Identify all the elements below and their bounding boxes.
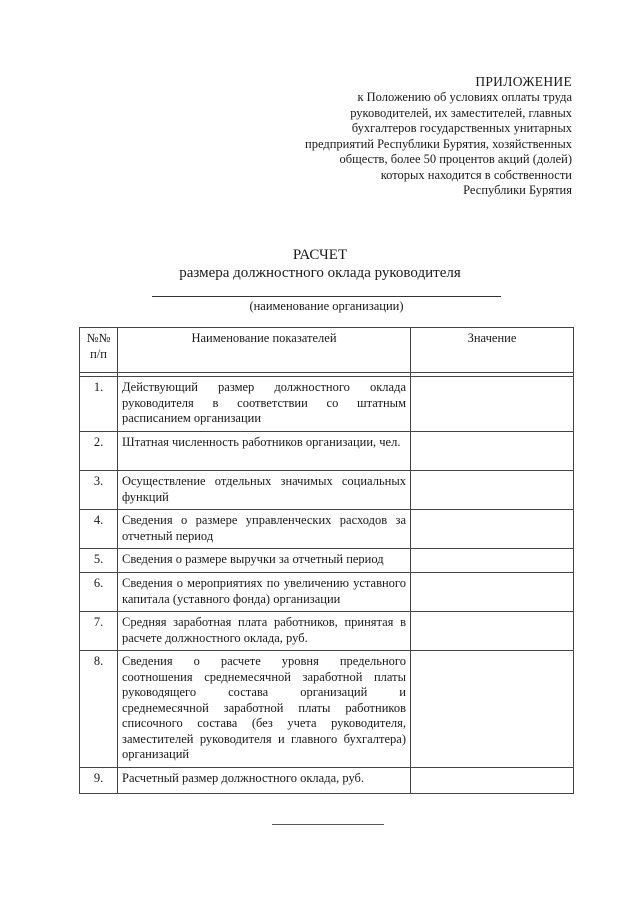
row-number: 9.	[80, 767, 118, 793]
header-indicator-name: Наименование показателей	[118, 328, 411, 373]
row-number: 3.	[80, 471, 118, 510]
appendix-line: руководителей, их заместителей, главных	[350, 105, 572, 120]
row-value-cell[interactable]	[411, 767, 574, 793]
row-indicator: Действующий размер должностного оклада руководителя в соответствии со штатным расписанием организации	[118, 377, 411, 432]
table-row	[80, 471, 574, 510]
appendix-line: Республики Бурятия	[463, 183, 572, 197]
appendix-header	[232, 74, 572, 199]
row-indicator: Штатная численность работников организации, чел.	[118, 432, 411, 471]
document-title-block	[0, 246, 640, 282]
row-number: 5.	[80, 549, 118, 573]
document-end-divider	[272, 824, 384, 825]
row-number: 1.	[80, 377, 118, 432]
table-row	[80, 612, 574, 651]
row-value-cell[interactable]	[411, 510, 574, 549]
row-value-cell[interactable]	[411, 377, 574, 432]
row-number: 8.	[80, 651, 118, 768]
row-indicator: Осуществление отдельных значимых социальных функций	[118, 471, 411, 510]
table-row	[80, 432, 574, 471]
row-indicator: Средняя заработная плата работников, принятая в расчете должностного оклада, руб.	[118, 612, 411, 651]
table-row	[80, 573, 574, 612]
table-row	[80, 549, 574, 573]
table-row	[80, 767, 574, 793]
row-value-cell[interactable]	[411, 549, 574, 573]
appendix-line: обществ, более 50 процентов акций (долей)	[339, 152, 572, 166]
appendix-title: ПРИЛОЖЕНИЕ	[475, 74, 572, 89]
document-subtitle: размера должностного оклада руководителя	[179, 265, 461, 281]
appendix-line: которых находится в собственности	[380, 167, 572, 182]
calculation-table	[79, 327, 574, 794]
organization-name-line	[152, 296, 501, 297]
row-value-cell[interactable]	[411, 612, 574, 651]
row-value-cell[interactable]	[411, 432, 574, 471]
row-indicator: Сведения о размере управленческих расходов за отчетный период	[118, 510, 411, 549]
table-header-row	[80, 328, 574, 373]
appendix-line: к Положению об условиях оплаты труда	[357, 90, 572, 104]
table-row	[80, 651, 574, 768]
appendix-line: бухгалтеров государственных унитарных	[351, 121, 572, 135]
row-indicator: Расчетный размер должностного оклада, руб.	[118, 767, 411, 793]
row-indicator: Сведения о мероприятиях по увеличению уставного капитала (уставного фонда) организации	[118, 573, 411, 612]
document-title: РАСЧЕТ	[292, 247, 348, 263]
row-indicator: Сведения о размере выручки за отчетный период	[118, 549, 411, 573]
row-value-cell[interactable]	[411, 471, 574, 510]
row-indicator: Сведения о расчете уровня предельного соотношения среднемесячной заработной платы руководящего состава организаций и среднемесячной заработной платы работников списочного состава (без учета руководителя, заместителей руководителя и главного бухгалтера) организаций	[118, 651, 411, 768]
row-number: 2.	[80, 432, 118, 471]
header-number: №№ п/п	[80, 328, 118, 373]
row-number: 6.	[80, 573, 118, 612]
table-row	[80, 510, 574, 549]
table-row	[80, 377, 574, 432]
row-number: 7.	[80, 612, 118, 651]
organization-name-label: (наименование организации)	[249, 299, 404, 313]
header-value: Значение	[411, 328, 574, 373]
row-number: 4.	[80, 510, 118, 549]
row-value-cell[interactable]	[411, 573, 574, 612]
appendix-line: предприятий Республики Бурятия, хозяйственных	[305, 136, 572, 151]
row-value-cell[interactable]	[411, 651, 574, 768]
